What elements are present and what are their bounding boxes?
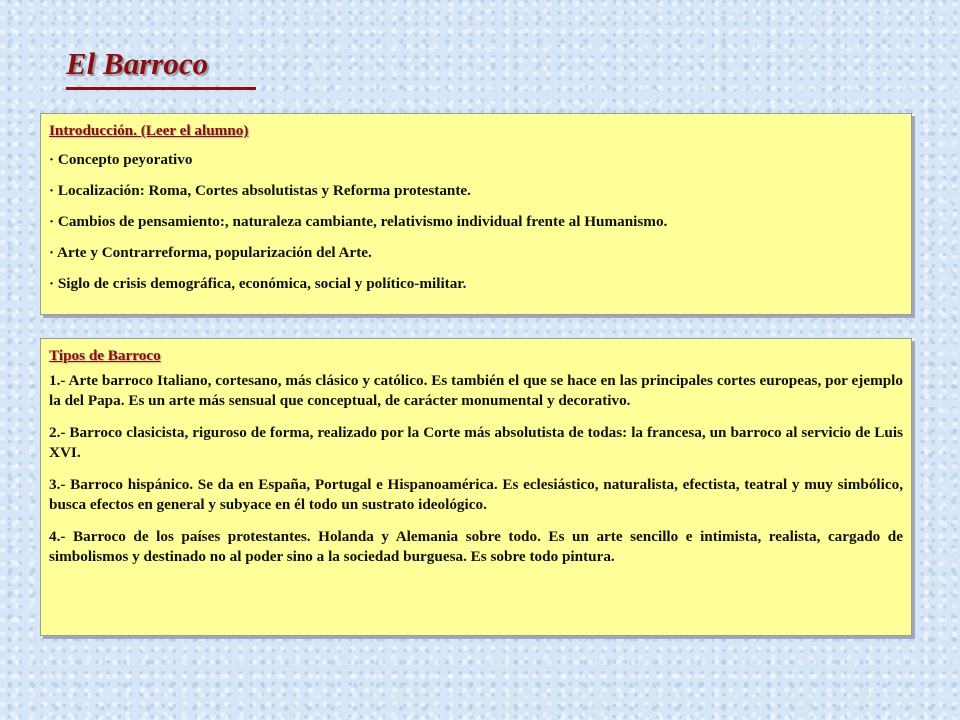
intro-item: · Siglo de crisis demográfica, económica, social y político-militar. [49, 275, 467, 292]
types-heading: Tipos de Barroco [49, 347, 161, 364]
type-item: 4.- Barroco de los países protestantes. Holanda y Alemania sobre todo. Es un arte sencillo e intimista, realista, cargado de simbolismos y destinado no al poder sino a la sociedad burguesa. Es sobre todo pintura. [49, 528, 903, 565]
type-item: 2.- Barroco clasicista, riguroso de forma, realizado por la Corte más absolutista de todas: la francesa, un barroco al servicio de Luis XVI. [49, 424, 903, 461]
intro-panel [40, 113, 912, 315]
intro-item: · Concepto peyorativo [49, 151, 193, 168]
slide-title: El Barroco [66, 46, 209, 81]
title-underline [66, 87, 256, 90]
intro-item: · Cambios de pensamiento:, naturaleza cambiante, relativismo individual frente al Humanismo. [49, 213, 668, 230]
type-item: 1.- Arte barroco Italiano, cortesano, más clásico y católico. Es también el que se hace en las principales cortes europeas, por ejemplo la del Papa. Es un arte más sensual que conceptual, de carácter monumental y decorativo. [49, 372, 903, 409]
types-panel [40, 338, 912, 636]
type-item: 3.- Barroco hispánico. Se da en España, Portugal e Hispanoamérica. Es eclesiástico, naturalista, efectista, teatral y muy simbólico, busca efectos en general y subyace en él todo un sustrato ideológico. [49, 476, 903, 513]
intro-item: · Arte y Contrarreforma, popularización del Arte. [49, 244, 372, 261]
intro-heading: Introducción. (Leer el alumno) [49, 122, 249, 139]
intro-item: · Localización: Roma, Cortes absolutistas y Reforma protestante. [49, 182, 471, 199]
